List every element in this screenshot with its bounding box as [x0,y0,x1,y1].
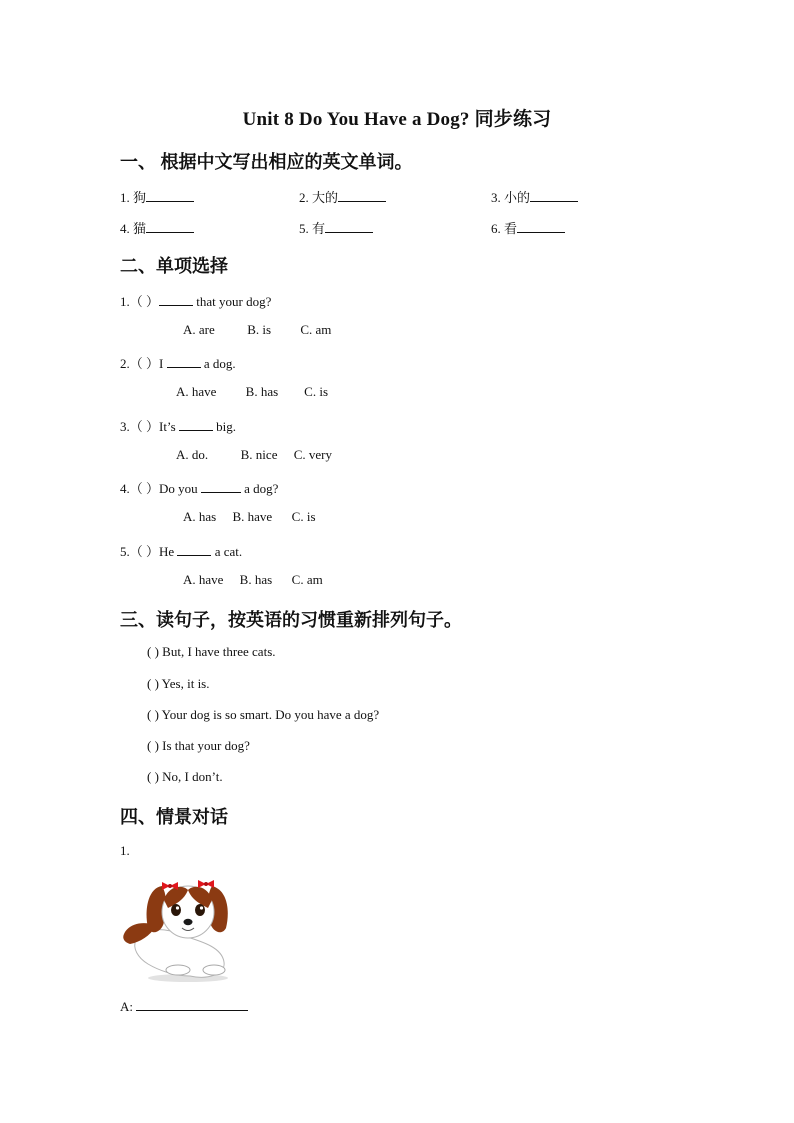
question-blank [201,480,241,493]
answer-blank[interactable] [338,189,386,202]
answer-paren[interactable]: （ ） [129,481,160,496]
answer-paren[interactable]: （ ） [129,294,160,309]
mc-question-2: 2.（ ）I a dog. [120,356,236,371]
mc-question-3: 3.（ ）It’s big. [120,419,237,434]
question-blank [159,293,193,306]
mc-question-1: 1.（ ） that your dog? [120,294,272,309]
vocab-item-5: 5. 有 [299,218,373,237]
question-blank [167,355,201,368]
question-blank [179,418,213,431]
vocab-item-6: 6. 看 [491,218,565,237]
answer-blank[interactable] [530,189,578,202]
reorder-sentence-3: ( ) Your dog is so smart. Do you have a dog? [147,707,380,722]
answer-paren[interactable]: （ ） [129,544,160,559]
mc-options-5: A. have B. has C. am [183,572,323,587]
reorder-sentence-4: ( ) Is that your dog? [147,738,250,753]
section4-heading: 四、情景对话 [120,807,228,827]
mc-question-5: 5.（ ）He a cat. [120,544,243,559]
answer-paren[interactable]: （ ） [129,356,160,371]
section2-heading: 二、单项选择 [120,256,228,276]
mc-options-3: A. do. B. nice C. very [176,447,332,462]
answer-blank[interactable] [517,220,565,233]
section3-heading: 三、读句子，按英语的习惯重新排列句子。 [120,610,462,630]
mc-options-1: A. are B. is C. am [183,322,332,337]
dialogue-answer-line: A: [120,998,248,1015]
vocab-item-3: 3. 小的 [491,187,578,206]
vocab-item-1: 1. 狗 [120,187,194,206]
mc-options-2: A. have B. has C. is [176,384,329,399]
reorder-sentence-5: ( ) No, I don’t. [147,769,223,784]
vocab-item-2: 2. 大的 [299,187,386,206]
answer-blank[interactable] [325,220,373,233]
question-blank [177,543,211,556]
dog-illustration [118,870,236,986]
mc-options-4: A. has B. have C. is [183,509,316,524]
dialogue-item-number: 1. [120,843,130,858]
reorder-sentence-2: ( ) Yes, it is. [147,676,210,691]
answer-blank[interactable] [146,189,194,202]
reorder-sentence-1: ( ) But, I have three cats. [147,644,276,659]
page-title: Unit 8 Do You Have a Dog? 同步练习 [242,109,552,130]
answer-blank[interactable] [136,998,248,1011]
answer-paren[interactable]: （ ） [129,419,160,434]
mc-question-4: 4.（ ）Do you a dog? [120,481,279,496]
answer-blank[interactable] [146,220,194,233]
section1-heading: 一、 根据中文写出相应的英文单词。 [120,152,413,172]
vocab-item-4: 4. 猫 [120,218,194,237]
